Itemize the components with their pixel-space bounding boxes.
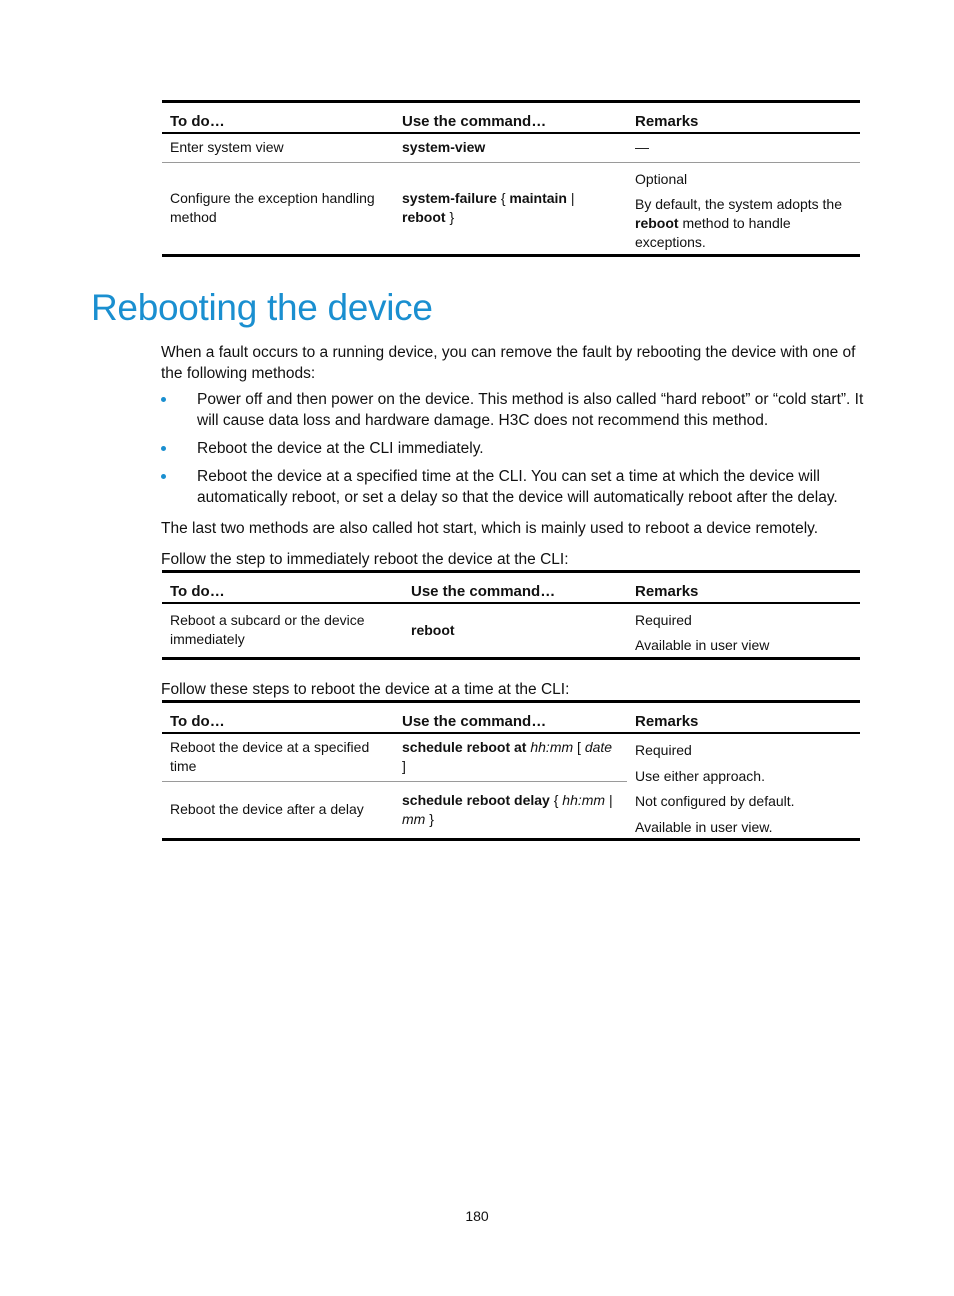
- command-cell: schedule reboot delay { hh:mm | mm }: [394, 781, 627, 839]
- section-title: Rebooting the device: [91, 287, 433, 328]
- bullet-icon: [161, 397, 166, 402]
- command-cell: reboot: [411, 621, 455, 638]
- list-item: Reboot the device at a specified time at the CLI. You can set a time at which the device will automatically reboot, or set a delay so that the device will automatically reboot after the delay.: [161, 466, 867, 508]
- header-command: Use the command…: [394, 702, 627, 734]
- remarks-cell: —: [635, 139, 649, 156]
- table-row: [162, 133, 860, 162]
- scheduled-reboot-table: [162, 700, 860, 841]
- table-row: [162, 162, 860, 255]
- table-header-row: [162, 102, 860, 134]
- table-header-row: [162, 702, 860, 734]
- table-header-row: [162, 572, 860, 604]
- bullet-icon: [161, 446, 166, 451]
- todo-cell: Enter system view: [170, 139, 284, 156]
- hot-start-note: The last two methods are also called hot start, which is mainly used to reboot a device remotely.: [161, 520, 819, 537]
- header-command: Use the command…: [394, 102, 627, 134]
- todo-cell: Configure the exception handling method: [162, 162, 394, 255]
- header-todo: To do…: [162, 702, 394, 734]
- immediate-reboot-table: [162, 570, 860, 660]
- table-row: [162, 603, 860, 658]
- command-cell: system-view: [402, 139, 486, 156]
- command-cell: schedule reboot at hh:mm [ date ]: [402, 739, 613, 775]
- remarks-cell: Required Available in user view: [635, 612, 770, 653]
- intro-paragraph: When a fault occurs to a running device, you can remove the fault by rebooting the device with one of the following methods:: [161, 344, 856, 382]
- header-remarks: Remarks: [627, 572, 860, 604]
- header-remarks: Remarks: [627, 702, 860, 734]
- todo-cell: Reboot a subcard or the device immediately: [170, 612, 365, 648]
- table3-intro: Follow these steps to reboot the device at a time at the CLI:: [161, 681, 570, 698]
- remarks-cell: Required Use either approach. Not configured by default. Available in user view.: [635, 742, 795, 835]
- header-todo: To do…: [162, 102, 394, 134]
- table-row: [162, 733, 860, 781]
- command-cell: system-failure { maintain | reboot }: [394, 162, 627, 255]
- todo-cell: Reboot the device at a specified time: [170, 739, 370, 775]
- reboot-methods-list: [161, 389, 867, 515]
- header-remarks: Remarks: [627, 102, 860, 134]
- page-number: 180: [465, 1208, 489, 1224]
- header-todo: To do…: [162, 572, 403, 604]
- table2-intro: Follow the step to immediately reboot the device at the CLI:: [161, 551, 569, 568]
- header-command: Use the command…: [403, 572, 627, 604]
- exception-handling-table: [162, 100, 860, 257]
- remarks-cell: Optional By default, the system adopts the reboot method to handle exceptions.: [627, 162, 860, 255]
- bullet-icon: [161, 474, 166, 479]
- todo-cell: Reboot the device after a delay: [162, 781, 394, 839]
- list-item: Power off and then power on the device. This method is also called “hard reboot” or “cold start”. It will cause data loss and hardware damage. H3C does not recommend this method.: [161, 389, 867, 431]
- list-item: Reboot the device at the CLI immediately.: [161, 438, 867, 459]
